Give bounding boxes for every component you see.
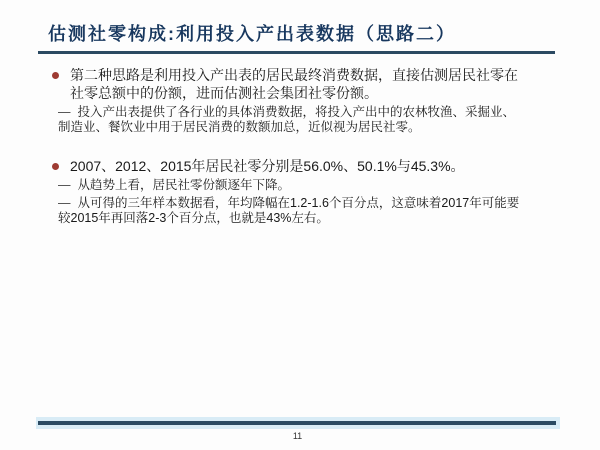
bullet-marker-col (50, 66, 70, 102)
slide-title: 估测社零构成:利用投入产出表数据（思路二） (48, 24, 456, 44)
bullet-marker-col (50, 157, 70, 175)
title-divider (38, 51, 555, 54)
bullet-dot-icon (52, 163, 59, 170)
bullet-item (50, 157, 550, 175)
sub-bullet-text: 从可得的三年样本数据看，年均降幅在1.2-1.6个百分点，这意味着2017年可能要较2015年再回落2-3个百分点，也就是43%左右。 (58, 196, 520, 225)
sub-bullet-text: 投入产出表提供了各行业的具体消费数据，将投入产出中的农林牧渔、采掘业、制造业、餐饮业中用于居民消费的数额加总，近似视为居民社零。 (58, 105, 516, 134)
bullet-dot-icon (52, 72, 59, 79)
dash-marker: — (58, 196, 71, 210)
bullet-text: 2007、2012、2015年居民社零分别是56.0%、50.1%与45.3%。 (70, 158, 465, 174)
sub-bullet-text: 从趋势上看，居民社零份额逐年下降。 (77, 178, 291, 192)
dash-marker: — (58, 178, 71, 192)
footer-rule (38, 421, 556, 425)
sub-bullet-item (58, 178, 520, 193)
footer-bar (36, 417, 560, 429)
dash-marker: — (58, 105, 71, 119)
slide-body (50, 66, 550, 226)
page-number: 11 (292, 431, 303, 441)
bullet-text: 第二种思路是利用投入产出表的居民最终消费数据，直接估测居民社零在社零总额中的份额，进而估测社会集团社零份额。 (70, 67, 518, 101)
sub-bullet-item (58, 196, 520, 226)
sub-bullet-item (58, 105, 520, 135)
bullet-item (50, 66, 550, 102)
